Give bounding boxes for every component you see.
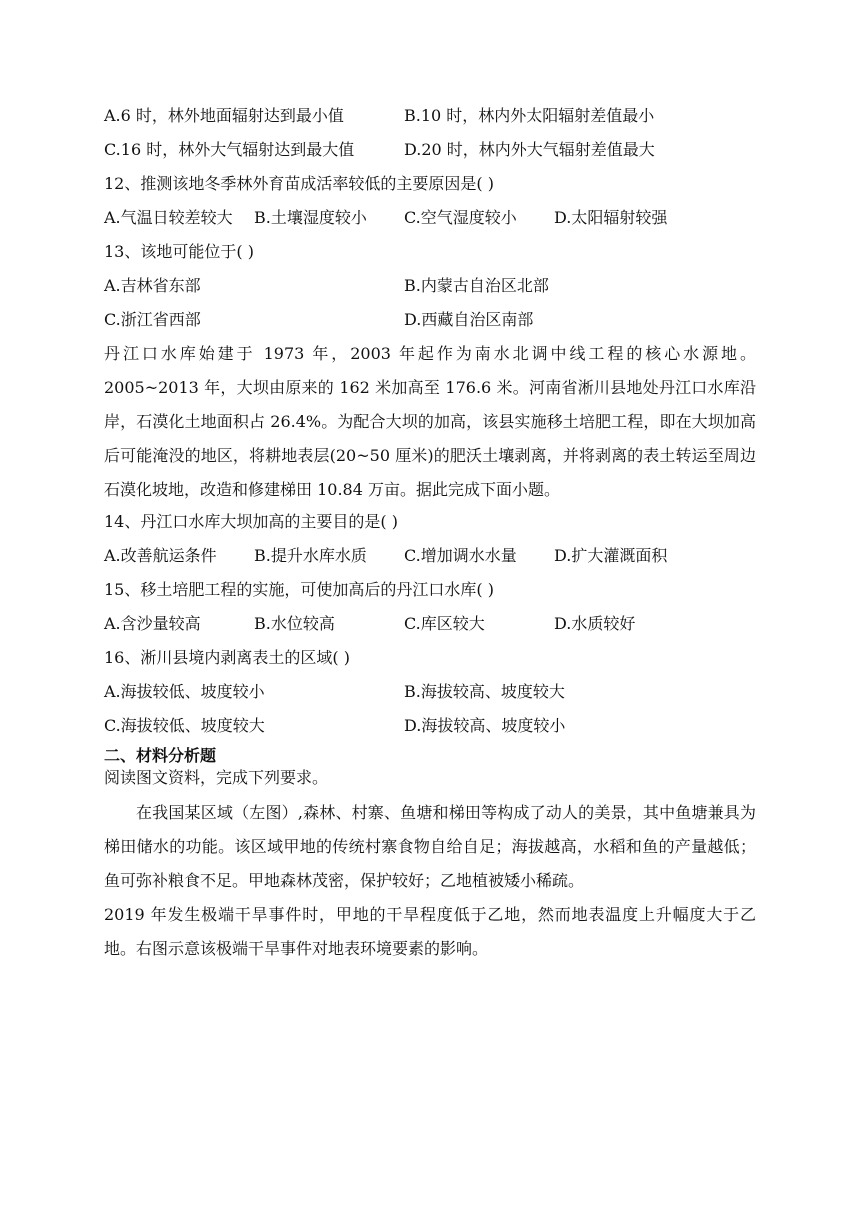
passage-region: 在我国某区域（左图）,森林、村寨、鱼塘和梯田等构成了动人的美景，其中鱼塘兼具为梯田储水的功能。该区域甲地的传统村寨食物自给自足；海拔越高，水稻和鱼的产量越低；鱼可弥补粮食不足。甲地森林茂密，保护较好；乙地植被矮小稀疏。	[104, 803, 756, 890]
q14-option-a[interactable]: A.改善航运条件	[104, 546, 217, 565]
q16-stem: 16、淅川县境内剥离表土的区域( )	[104, 648, 350, 667]
passage-drought: 2019 年发生极端干旱事件时，甲地的干旱程度低于乙地，然而地表温度上升幅度大于乙地。右图示意该极端干旱事件对地表环境要素的影响。	[104, 905, 756, 958]
q11-option-b[interactable]: B.10 时，林内外太阳辐射差值最小	[404, 106, 655, 125]
q11-option-c[interactable]: C.16 时，林外大气辐射达到最大值	[104, 140, 355, 159]
q14-option-d[interactable]: D.扩大灌溉面积	[554, 546, 668, 565]
q15-option-a[interactable]: A.含沙量较高	[104, 614, 201, 633]
section-heading: 二、材料分析题	[104, 746, 217, 765]
passage-danjiangkou: 丹江口水库始建于 1973 年，2003 年起作为南水北调中线工程的核心水源地。2005~2013 年，大坝由原来的 162 米加高至 176.6 米。河南省淅川县地处丹江口水库沿岸，石漠化土地面积占 26.4%。为配合大坝的加高，该县实施移土培肥工程，即在大坝加高后可能淹没的地区，将耕地表层(20~50 厘米)的肥沃土壤剥离，并将剥离的表土转运至周边石漠化坡地，改造和修建梯田 10.84 万亩。据此完成下面小题。	[104, 344, 756, 499]
q15-option-b[interactable]: B.水位较高	[254, 614, 335, 633]
q16-option-a[interactable]: A.海拔较低、坡度较小	[104, 682, 265, 701]
q15-option-c[interactable]: C.库区较大	[404, 614, 485, 633]
q13-option-d[interactable]: D.西藏自治区南部	[404, 310, 534, 329]
q13-stem: 13、该地可能位于( )	[104, 242, 254, 261]
q12-stem: 12、推测该地冬季林外育苗成活率较低的主要原因是( )	[104, 174, 494, 193]
q12-option-c[interactable]: C.空气湿度较小	[404, 208, 517, 227]
q11-option-a[interactable]: A.6 时，林外地面辐射达到最小值	[104, 106, 344, 125]
q15-stem: 15、移土培肥工程的实施，可使加高后的丹江口水库( )	[104, 580, 494, 599]
q12-option-a[interactable]: A.气温日较差较大	[104, 208, 233, 227]
q13-option-c[interactable]: C.浙江省西部	[104, 310, 201, 329]
q16-option-c[interactable]: C.海拔较低、坡度较大	[104, 716, 265, 735]
section-instruction: 阅读图文资料，完成下列要求。	[104, 768, 329, 787]
q14-option-c[interactable]: C.增加调水水量	[404, 546, 517, 565]
q16-option-d[interactable]: D.海拔较高、坡度较小	[404, 716, 566, 735]
q12-option-b[interactable]: B.土壤湿度较小	[254, 208, 367, 227]
q13-option-a[interactable]: A.吉林省东部	[104, 276, 201, 295]
q12-option-d[interactable]: D.太阳辐射较强	[554, 208, 668, 227]
q14-option-b[interactable]: B.提升水库水质	[254, 546, 367, 565]
q15-option-d[interactable]: D.水质较好	[554, 614, 636, 633]
q14-stem: 14、丹江口水库大坝加高的主要目的是( )	[104, 512, 398, 531]
q13-option-b[interactable]: B.内蒙古自治区北部	[404, 276, 549, 295]
q16-option-b[interactable]: B.海拔较高、坡度较大	[404, 682, 565, 701]
q11-option-d[interactable]: D.20 时，林内外大气辐射差值最大	[404, 140, 655, 159]
